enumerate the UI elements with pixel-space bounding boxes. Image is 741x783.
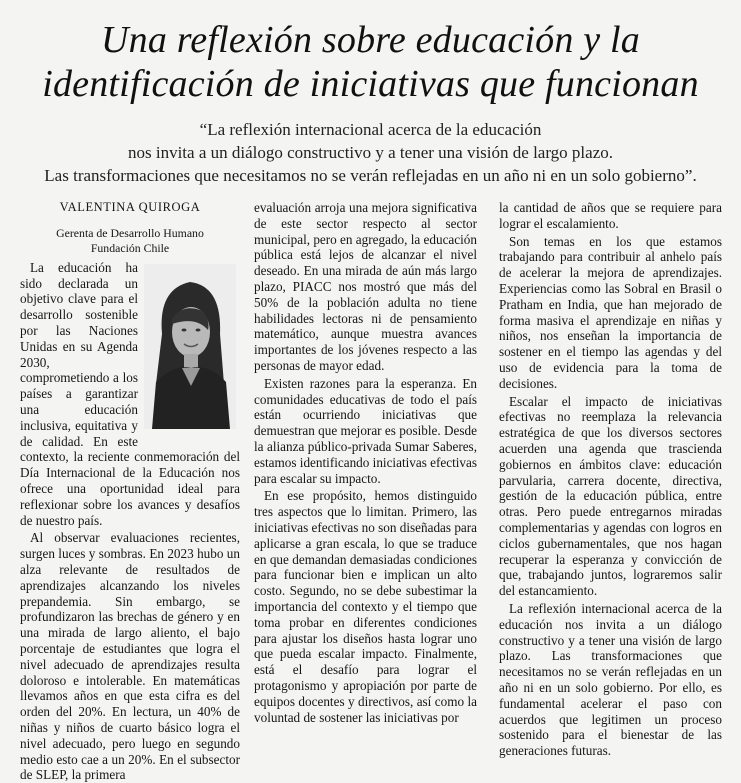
- paragraph-1: La educación ha sido declarada un objetivo clave para el desarrollo sostenible por las Naciones Unidas en su Agenda 2030, comprometiendo a los países a garantizar una educación inclusiva, equitativa y de calidad. En este contexto, la reciente conmemoración del Día Internacional de la Educación nos ofrece una oportunidad ideal para reflexionar sobre los avances y desafíos de nuestro país.: [20, 259, 240, 528]
- paragraph-4-continued: la cantidad de años que se requiere para lograr el escalamiento.: [499, 200, 722, 231]
- pull-quote-line-1: “La reflexión internacional acerca de la educación: [199, 120, 542, 139]
- portrait-image: [144, 264, 236, 429]
- headline-line-1: Una reflexión sobre educación y la: [100, 19, 640, 61]
- article-column-1: [20, 200, 240, 783]
- article-column-3: [499, 200, 722, 759]
- paragraph-2-continued: evaluación arroja una mejora significativa de este sector respecto al sector municipal, pero en agregado, la educación pública está lejos de alcanzar el nivel deseado. En una mirada de aún más largo plazo, PIACC nos mostró que más del 50% de la población adulta no tiene habilidades lectoras ni de pensamiento matemático, aunque muestra avances importantes de los jóvenes respecto a las personas de mayor edad.: [254, 200, 477, 373]
- author-role-line-2: Fundación Chile: [90, 240, 170, 255]
- paragraph-3: Existen razones para la esperanza. En comunidades educativas de todo el país están ocurriendo iniciativas que demuestran que mejorar es posible. Desde la alianza público-privada Sumar Saberes, estamos identificando iniciativas efectivas para escalar su impacto.: [254, 375, 478, 486]
- pull-quote: [0, 118, 741, 187]
- paragraph-7: La reflexión internacional acerca de la educación nos invita a un diálogo constructivo y a tener una visión de largo plazo. Las transformaciones que necesitamos no se verán reflejadas en un año ni en un solo gobierno. Por ello, es fundamental acelerar el paso con acuerdos que legitimen un proceso sostenido para el bienestar de las generaciones futuras.: [499, 600, 722, 759]
- headline-line-2: identificación de iniciativas que funcionan: [42, 63, 699, 105]
- paragraph-2: Al observar evaluaciones recientes, surgen luces y sombras. En 2023 hubo un alza relevante de resultados de aprendizajes alcanzando los niveles prepandemia. Sin embargo, se profundizaron las brechas de género y en una mirada de largo aliento, el bajo porcentaje de estudiantes que logra el nivel adecuado de aprendizajes resulta doloroso e intolerable. En matemáticas llevamos años en que esta cifra es del orden del 20%. En lectura, un 40% de niñas y niños de cuarto básico logra el nivel adecuado, pero luego en segundo medio esto cae a un 20%. En el subsector de SLEP, la primera: [20, 530, 240, 783]
- article-headline: [0, 18, 741, 106]
- paragraph-5: Son temas en los que estamos trabajando para contribuir al anhelo país de acelerar la mejora de aprendizajes. Experiencias como las Sobral en Brasil o Pratham en India, que han mejorado de forma masiva el aprendizaje en niñas y niños, nos enseñan la importancia de sostener en el tiempo las agendas y del uso de evidencia para la toma de decisiones.: [499, 233, 722, 391]
- paragraph-6: Escalar el impacto de iniciativas efectivas no reemplaza la relevancia estratégica de que los diversos sectores acuerden una agenda que trascienda gobiernos en ámbitos clave: educación parvularia, carrera docente, directiva, gestión de la educación pública, entre otras. Pero puede entregarnos miradas complementarias y agendas con logros en ciclos gubernamentales, que nos hagan recuperar la esperanza y convicción de que, trabajando juntos, lograremos salir del estancamiento.: [499, 393, 722, 599]
- author-role-line-1: Gerenta de Desarrollo Humano: [56, 225, 204, 240]
- author-photo: [144, 264, 240, 434]
- article-column-2: [254, 200, 477, 725]
- paragraph-4: En ese propósito, hemos distinguido tres aspectos que lo limitan. Primero, las iniciativas efectivas no son diseñadas para aplicarse a gran escala, lo que se traduce en que demandan demasiadas condiciones para funcionar bien e implican un alto costo. Segundo, no se debe subestimar la importancia del contexto y el tiempo que toma probar en diferentes condiciones para ajustar los diseños hasta lograr uno que pueda escalar impacto. Finalmente, está el desafío para lograr el protagonismo y apropiación por parte de equipos docentes y directivos, así como la voluntad de sostener las iniciativas por: [254, 488, 478, 725]
- pull-quote-line-3: Las transformaciones que necesitamos no se verán reflejadas en un año ni en un solo gobierno”.: [44, 166, 697, 185]
- author-name: VALENTINA QUIROGA: [59, 200, 201, 214]
- pull-quote-line-2: nos invita a un diálogo constructivo y a tener una visión de largo plazo.: [127, 143, 613, 162]
- byline: [20, 200, 240, 256]
